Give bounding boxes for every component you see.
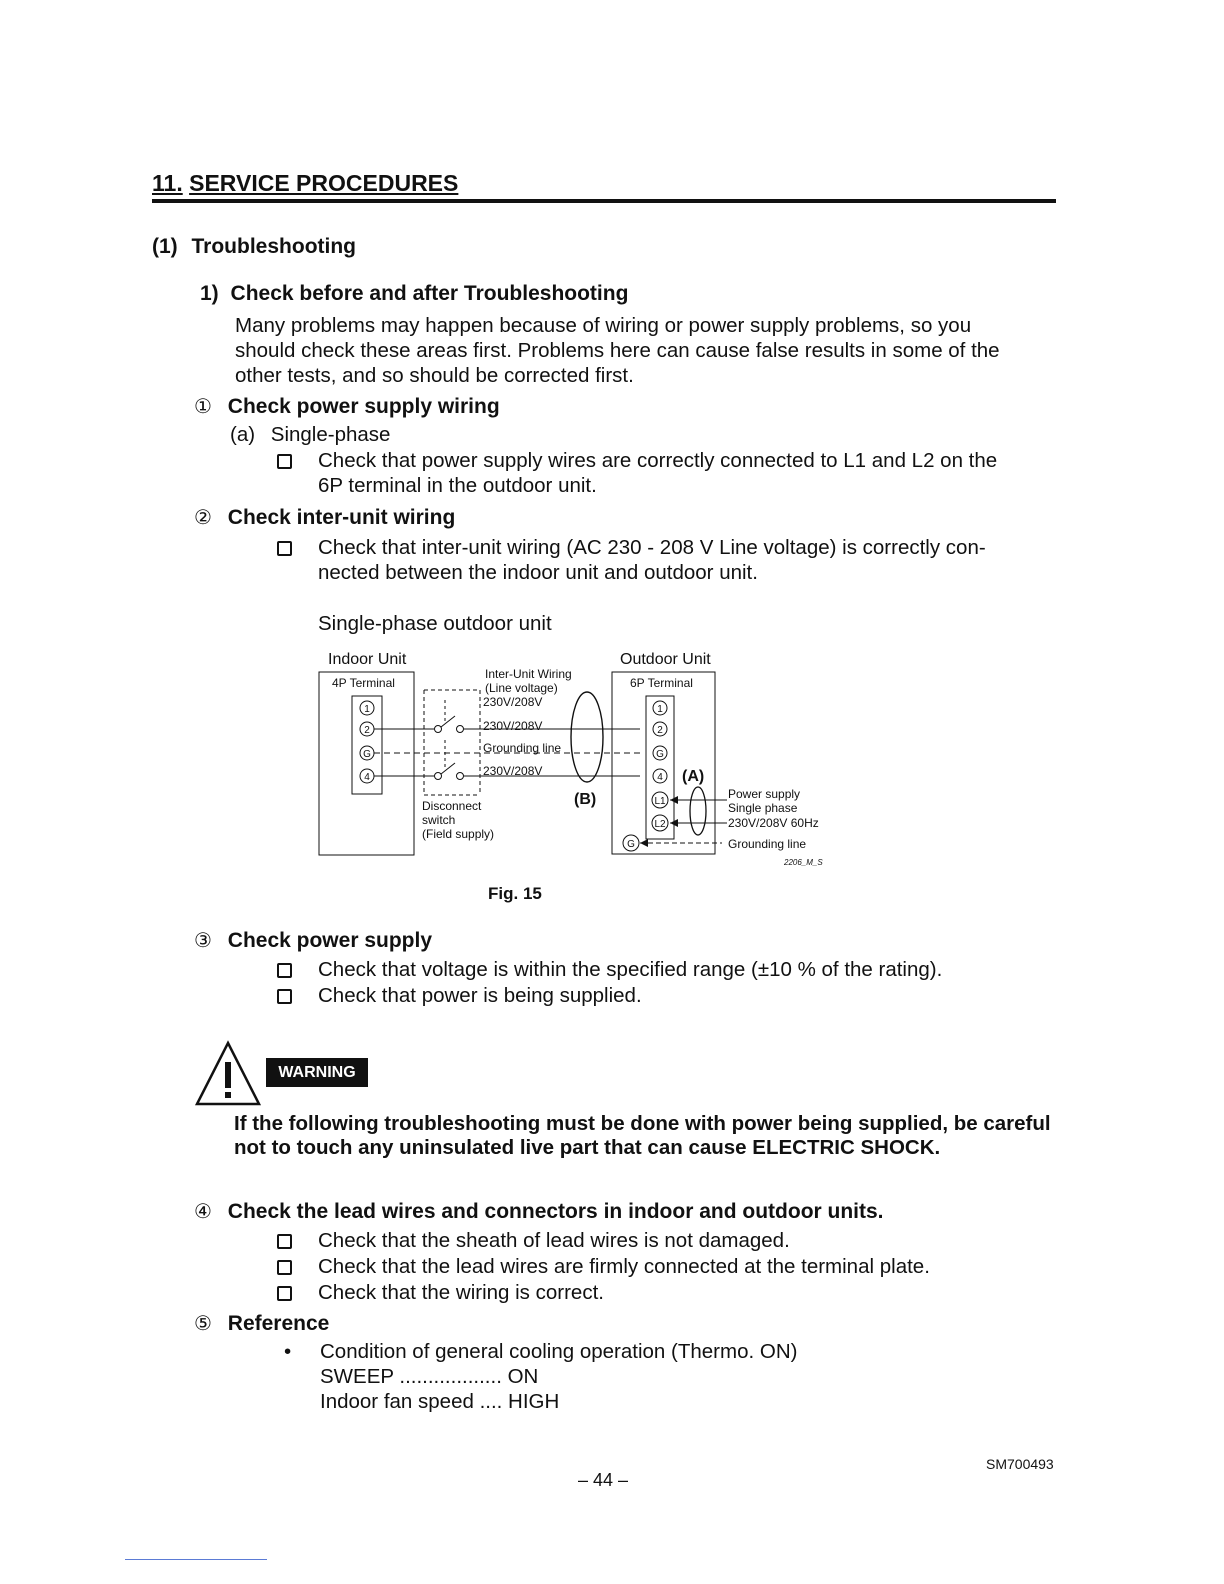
disconnect-label-2: switch xyxy=(422,813,456,827)
item5-marker: ⑤ xyxy=(194,1313,212,1335)
indoor-terminal-4 xyxy=(360,769,374,783)
cable-loop-a xyxy=(690,787,706,835)
step1-para-line: Many problems may happen because of wiring or power supply problems, so you xyxy=(235,314,972,337)
switch-contact-upper xyxy=(435,700,464,733)
svg-text:2: 2 xyxy=(364,725,370,736)
outdoor-terminal-4 xyxy=(653,769,667,783)
wiring-diagram xyxy=(300,640,860,880)
voltage-label-2: 230V/208V xyxy=(483,719,543,733)
checkbox-icon xyxy=(277,1260,292,1275)
item1-marker: ① xyxy=(194,396,212,418)
item1-sub-title: Single-phase xyxy=(270,423,391,446)
outdoor-terminal-l1 xyxy=(652,792,668,808)
item3-title: Check power supply xyxy=(227,929,432,952)
item4-check-text: Check that the lead wires are firmly connected at the terminal plate. xyxy=(318,1255,930,1278)
item5-title: Reference xyxy=(227,1312,330,1335)
item3-heading xyxy=(194,928,432,953)
indoor-terminal-1 xyxy=(360,701,374,715)
checkbox-icon xyxy=(277,963,292,978)
indoor-terminal-2 xyxy=(360,722,374,736)
warning-triangle-icon xyxy=(193,1040,263,1108)
item4-check-text: Check that the wiring is correct. xyxy=(318,1281,604,1304)
figure-heading: Single-phase outdoor unit xyxy=(318,612,552,635)
step1-para-line: should check these areas first. Problems here can cause false results in some of the xyxy=(235,339,1000,362)
reference-sweep: SWEEP .................. ON xyxy=(320,1365,539,1388)
svg-text:L2: L2 xyxy=(654,819,666,830)
arrow-icon xyxy=(640,839,648,847)
inter-unit-label: Inter-Unit Wiring xyxy=(485,667,572,681)
line-voltage-label: (Line voltage) xyxy=(485,681,558,695)
warning-badge: WARNING xyxy=(266,1058,368,1087)
indoor-terminal-g xyxy=(360,746,374,760)
subsection-title: Troubleshooting xyxy=(191,235,356,258)
subsection-label: (1) xyxy=(152,235,178,258)
section-title xyxy=(152,170,458,197)
svg-text:L1: L1 xyxy=(654,796,666,807)
section-title-text: SERVICE PROCEDURES xyxy=(189,170,459,196)
svg-text:4: 4 xyxy=(657,772,663,783)
item4-check-text: Check that the sheath of lead wires is not damaged. xyxy=(318,1229,790,1252)
item4-heading xyxy=(194,1199,884,1224)
section-rule xyxy=(152,199,1056,203)
bottom-divider xyxy=(125,1559,267,1560)
outdoor-terminal-1 xyxy=(653,701,667,715)
item3-check-text: Check that voltage is within the specified range (±10 % of the rating). xyxy=(318,958,943,981)
checkbox-icon xyxy=(277,454,292,469)
voltage-label-3: 230V/208V xyxy=(483,764,543,778)
outdoor-unit-label: Outdoor Unit xyxy=(620,651,711,668)
step1-label: 1) xyxy=(200,282,219,305)
svg-text:1: 1 xyxy=(657,704,663,715)
item1-heading xyxy=(194,394,500,419)
step1-para-line: other tests, and so should be corrected first. xyxy=(235,364,634,387)
label-b: (B) xyxy=(574,791,597,808)
indoor-unit-box xyxy=(319,672,414,855)
item1-title: Check power supply wiring xyxy=(227,395,500,418)
item4-title: Check the lead wires and connectors in indoor and outdoor units. xyxy=(227,1200,884,1223)
item1-check-line: Check that power supply wires are correctly connected to L1 and L2 on the xyxy=(318,449,998,472)
item4-marker: ④ xyxy=(194,1201,212,1223)
item2-heading xyxy=(194,505,455,530)
document-code: SM700493 xyxy=(986,1456,1054,1472)
svg-text:G: G xyxy=(363,749,371,760)
label-a: (A) xyxy=(682,768,705,785)
section-number: 11. xyxy=(152,170,183,196)
disconnect-label-3: (Field supply) xyxy=(422,827,495,841)
warning-text: If the following troubleshooting must be done with power being supplied, be careful not to touch any uninsulated live part that can cause ELECTRIC SHOCK. xyxy=(234,1112,1051,1159)
reference-fan: Indoor fan speed .... HIGH xyxy=(320,1390,560,1413)
grounding-line-label: Grounding line xyxy=(483,741,562,755)
item2-title: Check inter-unit wiring xyxy=(227,506,456,529)
power-grounding-label: Grounding line xyxy=(728,837,807,851)
reference-condition: Condition of general cooling operation (Thermo. ON) xyxy=(320,1340,798,1363)
single-phase-label: Single phase xyxy=(728,801,798,815)
checkbox-icon xyxy=(277,989,292,1004)
item2-check-line: nected between the indoor unit and outdoor unit. xyxy=(318,561,758,584)
checkbox-icon xyxy=(277,1286,292,1301)
outdoor-terminal-ground xyxy=(623,835,639,851)
figure-code: 2206_M_S xyxy=(784,858,823,867)
indoor-unit-label: Indoor Unit xyxy=(328,651,407,668)
step1-title: Check before and after Troubleshooting xyxy=(230,282,629,305)
item5-heading xyxy=(194,1311,329,1336)
svg-text:1: 1 xyxy=(364,704,370,715)
item3-marker: ③ xyxy=(194,930,212,952)
step1-paragraph xyxy=(235,313,1065,388)
item1-check-line: 6P terminal in the outdoor unit. xyxy=(318,474,597,497)
reference-bullet: • xyxy=(284,1340,292,1363)
item2-check-line: Check that inter-unit wiring (AC 230 - 208 V Line voltage) is correctly con- xyxy=(318,536,986,559)
indoor-terminal-label: 4P Terminal xyxy=(332,676,395,690)
checkbox-icon xyxy=(277,1234,292,1249)
item2-marker: ② xyxy=(194,507,212,529)
outdoor-terminal-g xyxy=(653,746,667,760)
figure-caption: Fig. 15 xyxy=(488,884,542,903)
checkbox-icon xyxy=(277,541,292,556)
outdoor-terminal-2 xyxy=(653,722,667,736)
cable-loop-b xyxy=(571,692,603,782)
power-voltage-label: 230V/208V 60Hz xyxy=(728,816,819,830)
item3-check-text: Check that power is being supplied. xyxy=(318,984,642,1007)
disconnect-label-1: Disconnect xyxy=(422,799,482,813)
item1-sub xyxy=(230,422,390,447)
svg-text:G: G xyxy=(656,749,664,760)
svg-text:2: 2 xyxy=(657,725,663,736)
step1-heading xyxy=(200,282,628,306)
outdoor-terminal-block xyxy=(646,696,674,839)
svg-text:G: G xyxy=(627,839,635,850)
subsection-heading xyxy=(152,235,356,259)
switch-contact-lower xyxy=(435,740,464,780)
svg-text:4: 4 xyxy=(364,772,370,783)
page-number: – 44 – xyxy=(578,1470,629,1490)
item1-sub-label: (a) xyxy=(230,423,256,446)
outdoor-terminal-l2 xyxy=(652,815,668,831)
power-supply-label: Power supply xyxy=(728,787,801,801)
voltage-label-1: 230V/208V xyxy=(483,695,543,709)
reference-block xyxy=(320,1339,1020,1414)
outdoor-terminal-label: 6P Terminal xyxy=(630,676,693,690)
